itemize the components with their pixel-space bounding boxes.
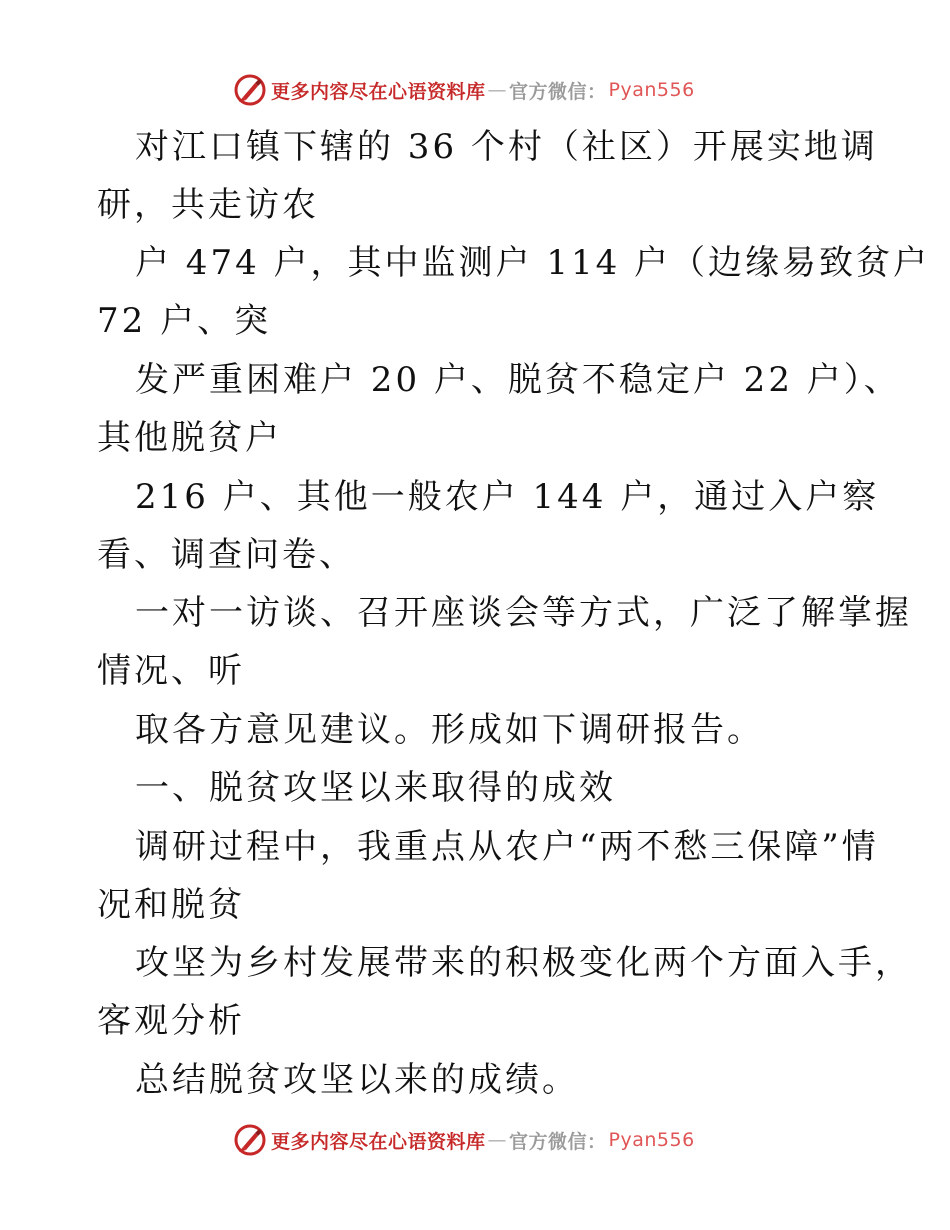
watermark-official-text: 官方微信： — [509, 80, 607, 103]
footer-watermark — [0, 1120, 950, 1160]
text-line: 户 474 户，其中监测户 114 户（边缘易致贫户 — [135, 243, 931, 283]
text-line: 情况、听 — [97, 651, 245, 691]
pen-circle-logo-icon — [233, 1123, 267, 1157]
text-line: 攻坚为乡村发展带来的积极变化两个方面入手， — [135, 943, 912, 983]
section-heading: 一、脱贫攻坚以来取得的成效 — [135, 768, 616, 808]
watermark-wechat-id: Pyan556 — [608, 79, 695, 101]
text-line: 总结脱贫攻坚以来的成绩。 — [135, 1060, 579, 1100]
text-line: 研，共走访农 — [97, 185, 319, 225]
text-line: 对江口镇下辖的 36 个村（社区）开展实地调 — [135, 127, 878, 167]
watermark-main-text: 更多内容尽在心语资料库 — [271, 80, 486, 103]
watermark-wechat-id: Pyan556 — [608, 1129, 695, 1151]
text-line: 216 户、其他一般农户 144 户，通过入户察 — [135, 477, 880, 517]
text-line: 取各方意见建议。形成如下调研报告。 — [135, 710, 764, 750]
watermark-separator: — — [487, 79, 508, 101]
watermark-main-text: 更多内容尽在心语资料库 — [271, 1130, 486, 1153]
text-line: 一对一访谈、召开座谈会等方式，广泛了解掌握 — [135, 593, 912, 633]
watermark-content — [233, 1122, 695, 1158]
text-line: 72 户、突 — [97, 301, 272, 341]
text-line: 其他脱贫户 — [97, 418, 282, 458]
text-line: 看、调查问卷、 — [97, 535, 356, 575]
text-line: 调研过程中，我重点从农户“两不愁三保障”情 — [135, 827, 879, 867]
text-line: 发严重困难户 20 户、脱贫不稳定户 22 户）、 — [135, 360, 901, 400]
text-line: 况和脱贫 — [97, 885, 245, 925]
watermark-separator: — — [487, 1129, 508, 1151]
text-line: 客观分析 — [97, 1001, 245, 1041]
watermark-official-text: 官方微信： — [509, 1130, 607, 1153]
